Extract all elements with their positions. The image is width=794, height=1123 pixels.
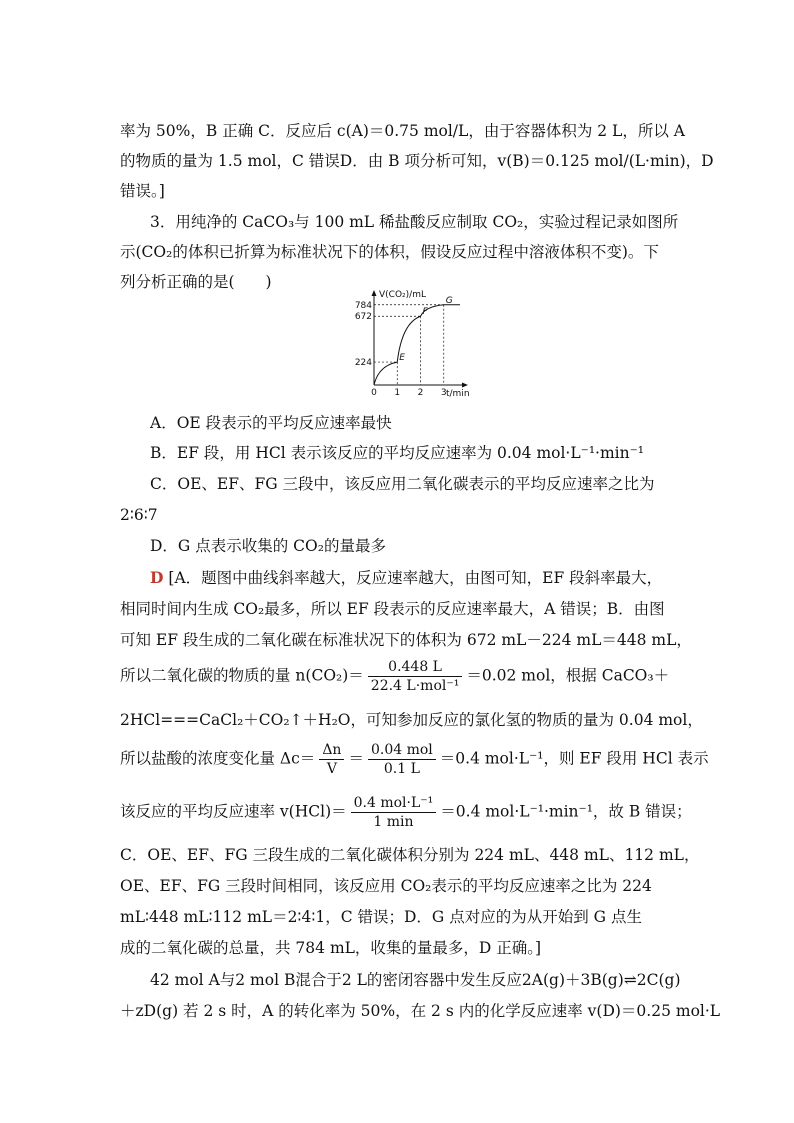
answer-line-10: mL∶448 mL∶112 mL＝2∶4∶1，C 错误；D．G 点对应的为从开始到 G 点生	[120, 908, 642, 926]
answer-text-4a: 所以二氧化碳的物质的量 n(CO₂)＝	[120, 666, 364, 685]
y-tick-label: 784	[354, 300, 372, 311]
next-question-line-2: ＋zD(g) 若 2 s 时，A 的转化率为 50%，在 2 s 内的化学反应速率 v(D)＝0.25 mol·L	[120, 1002, 721, 1020]
point-label-F: F	[422, 307, 428, 318]
co2-curve	[374, 305, 460, 385]
answer-text-4b: ＝0.02 mol，根据 CaCO₃＋	[466, 666, 670, 685]
answer-equals: ＝	[348, 749, 364, 768]
answer-line-11: 成的二氧化碳的总量，共 784 mL，收集的量最多，D 正确。]	[120, 939, 542, 957]
answer-line-4	[120, 658, 669, 695]
x-tick-label: 2	[417, 388, 424, 398]
answer-line-8: C．OE、EF、FG 三段生成的二氧化碳体积分别为 224 mL、448 mL、112 mL，	[120, 846, 700, 864]
answer-line-7	[120, 794, 692, 831]
x-tick-label: 3	[440, 388, 447, 398]
option-d: D．G 点表示收集的 CO₂的量最多	[150, 537, 386, 555]
y-tick-label: 672	[354, 312, 372, 323]
point-label-G: G	[445, 295, 453, 306]
answer-text-7b: ＝0.4 mol·L⁻¹·min⁻¹，故 B 错误；	[440, 802, 692, 821]
question-line-1: 3．用纯净的 CaCO₃与 100 mL 稀盐酸反应制取 CO₂，实验过程记录如图所	[150, 213, 679, 231]
fraction-denominator: 0.1 L	[383, 761, 420, 777]
fraction-rate	[351, 794, 437, 831]
y-tick-label: 224	[354, 358, 372, 369]
answer-text-6b: ＝0.4 mol·L⁻¹，则 EF 段用 HCl 表示	[439, 749, 709, 768]
fraction-denominator: 22.4 L·mol⁻¹	[370, 678, 460, 694]
option-b: B．EF 段，用 HCl 表示该反应的平均反应速率为 0.04 mol·L⁻¹·min⁻¹	[150, 444, 645, 462]
fraction-numerator: Δn	[319, 741, 344, 760]
x-tick-label: 0	[371, 388, 377, 398]
fraction-concentration	[368, 741, 436, 778]
fraction-numerator: 0.448 L	[368, 658, 463, 677]
answer-line-1	[150, 568, 662, 588]
answer-line-3: 可知 EF 段生成的二氧化碳在标准状况下的体积为 672 mL－224 mL＝448 mL，	[120, 631, 692, 649]
answer-text-6a: 所以盐酸的浓度变化量 Δc＝	[120, 749, 316, 768]
question-line-3: 列分析正确的是( )	[120, 273, 272, 291]
option-c-line-1: C．OE、EF、FG 三段中，该反应用二氧化碳表示的平均反应速率之比为	[150, 475, 655, 493]
fraction-delta	[319, 741, 344, 778]
fraction-moles	[368, 658, 463, 695]
answer-line-2: 相同时间内生成 CO₂最多，所以 EF 段表示的反应速率最大，A 错误；B．由图	[120, 600, 665, 618]
answer-text-7a: 该反应的平均反应速率 v(HCl)＝	[120, 802, 347, 821]
intro-line-2: 的物质的量为 1.5 mol，C 错误D．由 B 项分析可知，v(B)＝0.125 mol/(L·min)，D	[120, 152, 714, 170]
x-axis-arrow	[462, 383, 468, 388]
question-line-2: 示(CO₂的体积已折算为标准状况下的体积，假设反应过程中溶液体积不变)。下	[120, 243, 659, 261]
answer-line-5: 2HCl===CaCl₂＋CO₂↑＋H₂O，可知参加反应的氯化氢的物质的量为 0.04 mol，	[120, 711, 703, 729]
fraction-denominator: 1 min	[373, 814, 414, 830]
intro-line-1: 率为 50%，B 正确 C．反应后 c(A)＝0.75 mol/L，由于容器体积为 2 L，所以 A	[120, 122, 685, 140]
co2-volume-chart	[352, 285, 472, 403]
fraction-denominator: V	[326, 761, 337, 777]
fraction-numerator: 0.04 mol	[368, 741, 436, 760]
answer-line-6	[120, 741, 709, 778]
x-tick-label: 1	[394, 388, 401, 398]
y-axis-label: V(CO₂)/mL	[379, 290, 426, 300]
answer-line-9: OE、EF、FG 三段时间相同，该反应用 CO₂表示的平均反应速率之比为 224	[120, 877, 652, 895]
intro-line-3: 错误。]	[120, 182, 165, 200]
answer-letter: D	[150, 568, 164, 587]
y-axis-arrow	[372, 290, 377, 296]
fraction-numerator: 0.4 mol·L⁻¹	[351, 794, 437, 813]
point-label-E: E	[399, 353, 405, 364]
answer-text-1: [A．题图中曲线斜率越大，反应速率越大，由图可知，EF 段斜率最大，	[168, 569, 663, 587]
next-question-line-1: 42 mol A与2 mol B混合于2 L的密闭容器中发生反应2A(g)＋3B(g)⇌2C(g)	[150, 971, 681, 989]
option-c-line-2: 2∶6∶7	[120, 506, 158, 524]
x-axis-label: t/min	[446, 389, 470, 399]
option-a: A．OE 段表示的平均反应速率最快	[150, 414, 392, 432]
